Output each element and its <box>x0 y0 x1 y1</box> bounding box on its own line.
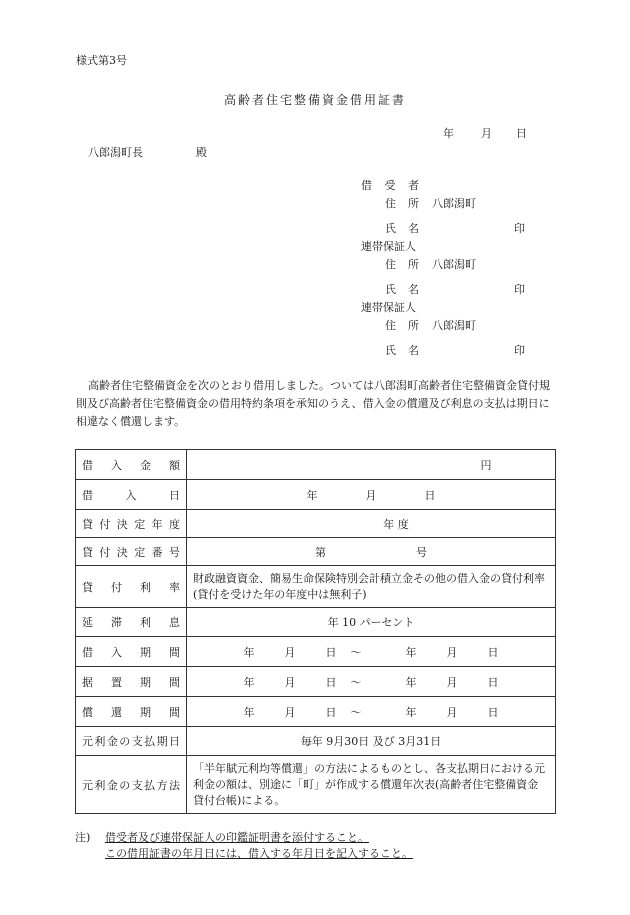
document-title: 高齢者住宅整備資金借用証書 <box>223 93 406 107</box>
late-interest-label: 延滞利息 <box>76 608 187 637</box>
guarantor2-address-label: 住所 <box>385 319 419 332</box>
repay-period-label: 償還期間 <box>76 697 187 727</box>
borrow-period-label: 借入期間 <box>76 637 187 667</box>
decision-year-label: 貸付決定年度 <box>76 510 187 538</box>
guarantor2-seal: 印 <box>514 344 525 357</box>
decision-number-label: 貸付決定番号 <box>76 538 187 566</box>
amount-value: 円 <box>187 450 556 480</box>
interest-rate-label: 貸付利率 <box>76 566 187 608</box>
borrow-period-value: 年 月 日 ～ 年 月 日 <box>187 637 556 667</box>
table-row <box>76 727 556 756</box>
borrower-address-label: 住所 <box>385 197 419 210</box>
table-row <box>76 697 556 727</box>
loan-terms-table <box>75 449 556 814</box>
payment-dates-value: 毎年 9月30日 及び 3月31日 <box>187 727 556 756</box>
payment-method-label: 元利金の支払方法 <box>76 756 187 814</box>
grace-period-value: 年 月 日 ～ 年 月 日 <box>187 667 556 697</box>
borrower-seal: 印 <box>514 222 525 235</box>
table-row <box>76 510 556 538</box>
borrow-date-value: 年 月 日 <box>187 480 556 510</box>
guarantor2-label: 連帯保証人 <box>361 301 416 314</box>
borrower-label: 借受者 <box>361 179 419 192</box>
guarantor1-name-label: 氏名 <box>385 283 419 296</box>
guarantor1-label: 連帯保証人 <box>361 240 416 253</box>
table-row <box>76 608 556 637</box>
guarantor1-address-label: 住所 <box>385 258 419 271</box>
payment-dates-label: 元利金の支払期日 <box>76 727 187 756</box>
form-number: 様式第3号 <box>76 54 127 67</box>
table-row <box>76 637 556 667</box>
guarantor1-seal: 印 <box>514 283 525 296</box>
repay-period-value: 年 月 日 ～ 年 月 日 <box>187 697 556 727</box>
date-year: 年 <box>443 127 454 140</box>
intro-paragraph: 高齢者住宅整備資金を次のとおり借用しました。ついては八郎潟町高齢者住宅整備資金貸付規則及び高齢者住宅整備資金の借用特約条項を承知のうえ、借入金の償還及び利息の支払は期日に相違なく償還します。 <box>76 379 550 428</box>
borrower-address-value: 八郎潟町 <box>432 197 476 210</box>
borrower-name-label: 氏名 <box>385 222 419 235</box>
table-row <box>76 538 556 566</box>
interest-rate-value: 財政融資資金、簡易生命保険特別会計積立金その他の借入金の貸付利率(貸付を受けた年の年度中は無利子) <box>187 566 556 608</box>
addressee-name: 八郎潟町長 <box>88 146 143 159</box>
late-interest-value: 年 10 パーセント <box>187 608 556 637</box>
amount-label: 借入金額 <box>76 450 187 480</box>
note-line-2: この借用証書の年月日には、借入する年月日を記入すること。 <box>105 847 413 860</box>
date-day: 日 <box>516 127 527 140</box>
table-row <box>76 450 556 480</box>
addressee-honorific: 殿 <box>196 146 207 159</box>
grace-period-label: 据置期間 <box>76 667 187 697</box>
notes <box>75 830 413 862</box>
table-row <box>76 667 556 697</box>
decision-year-value: 年 度 <box>187 510 556 538</box>
note-line-1: 借受者及び連帯保証人の印鑑証明書を添付すること。 <box>105 831 369 844</box>
guarantor2-address-value: 八郎潟町 <box>432 319 476 332</box>
date-month: 月 <box>481 127 492 140</box>
guarantor2-name-label: 氏名 <box>385 344 419 357</box>
guarantor1-address-value: 八郎潟町 <box>432 258 476 271</box>
decision-number-value: 第 号 <box>187 538 556 566</box>
payment-method-value: 「半年賦元利均等償還」の方法によるものとし、各支払期日における元利金の額は、別途に「町」が作成する償還年次表(高齢者住宅整備資金貸付台帳)による。 <box>187 756 556 814</box>
notes-label: 注) <box>75 831 91 844</box>
table-row <box>76 756 556 814</box>
table-row <box>76 480 556 510</box>
borrow-date-label: 借入日 <box>76 480 187 510</box>
table-row <box>76 566 556 608</box>
